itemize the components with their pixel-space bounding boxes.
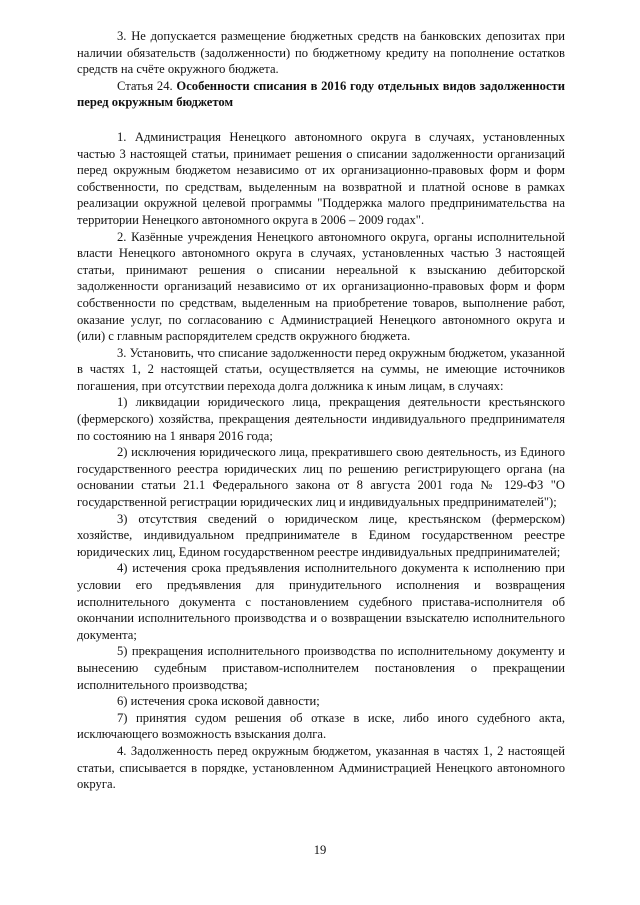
subitem-2: 2) исключения юридического лица, прекратившего свою деятельность, из Единого государственного реестра юридических лиц по решению регистрирующего органа (на основании статьи 21.1 Федерального закона от 8 августа 2001 года № 129-ФЗ "О государственной регистрации юридических лиц и индивидуальных предпринимателей"); — [77, 445, 565, 510]
article-item-4: 4. Задолженность перед окружным бюджетом, указанная в частях 1, 2 настоящей статьи, списывается в порядке, установленном Администрацией Ненецкого автономного округа. — [77, 743, 565, 792]
subitem-6: 6) истечения срока исковой давности; — [117, 694, 320, 709]
page-number: 19 — [313, 843, 327, 857]
subitem-5: 5) прекращения исполнительного производства по исполнительному документу и вынесению судебным приставом-исполнителем постановления о прекращении исполнительного производства; — [77, 644, 565, 692]
paragraph-part-3: 3. Не допускается размещение бюджетных средств на банковских депозитах при наличии обязательств (задолженности) по бюджетному кредиту на пополнение остатков средств на счёте окружного бюджета. — [77, 29, 565, 77]
subitem-3: 3) отсутствия сведений о юридическом лице, крестьянском (фермерском) хозяйстве, индивидуальном предпринимателе в Едином государственном реестре юридических лиц, Едином государственном реестре индивидуальных предпринимателей; — [77, 511, 565, 559]
article-title: Особенности списания в 2016 году отдельных видов задолженности перед окружным бюджетом — [77, 78, 565, 110]
article-item-2: 2. Казённые учреждения Ненецкого автономного округа, органы исполнительной власти Ненецкого автономного округа в случаях, установленных частью 3 настоящей статьи, принимают решения о списании нереальной к взысканию дебиторской задолженности организаций независимо от их организационно-правовых форм и форм собственности по средствам, выделенным на приобретение товаров, выполнение работ, оказание услуг, по согласованию с Администрацией Ненецкого автономного округа и (или) с главным распорядителем средств окружного бюджета. — [77, 229, 565, 344]
article-item-3: 3. Установить, что списание задолженности перед окружным бюджетом, указанной в частях 1, 2 настоящей статьи, осуществляется на суммы, не имеющие источников погашения, при отсутствии перехода долга должника к иным лицам, в случаях: — [77, 345, 565, 393]
article-label: Статья 24. — [117, 78, 173, 93]
subitem-1: 1) ликвидации юридического лица, прекращения деятельности крестьянского (фермерского) хозяйства, прекращения деятельности индивидуального предпринимателя по состоянию на 1 января 2016 года; — [77, 395, 565, 443]
subitem-7: 7) принятия судом решения об отказе в иске, либо иного судебного акта, исключающего возможность взыскания долга. — [77, 710, 565, 742]
article-heading — [77, 78, 565, 111]
article-item-1: 1. Администрация Ненецкого автономного округа в случаях, установленных частью 3 настоящей статьи, принимает решения о списании задолженности организаций перед окружным бюджетом независимо от их организационно-правовых форм и форм собственности, по средствам, выделенным на возвратной и платной основе в рамках реализации окружной целевой программы "Поддержка малого предпринимательства на территории Ненецкого автономного округа в 2006 – 2009 годах". — [77, 129, 565, 227]
document-page — [77, 28, 565, 793]
subitem-4: 4) истечения срока предъявления исполнительного документа к исполнению при условии его предъявления для принудительного исполнения и возвращения исполнительного документа с постановлением судебного пристава-исполнителя об окончании исполнительного производства и о возвращении взыскателю исполнительного документа; — [77, 561, 565, 642]
